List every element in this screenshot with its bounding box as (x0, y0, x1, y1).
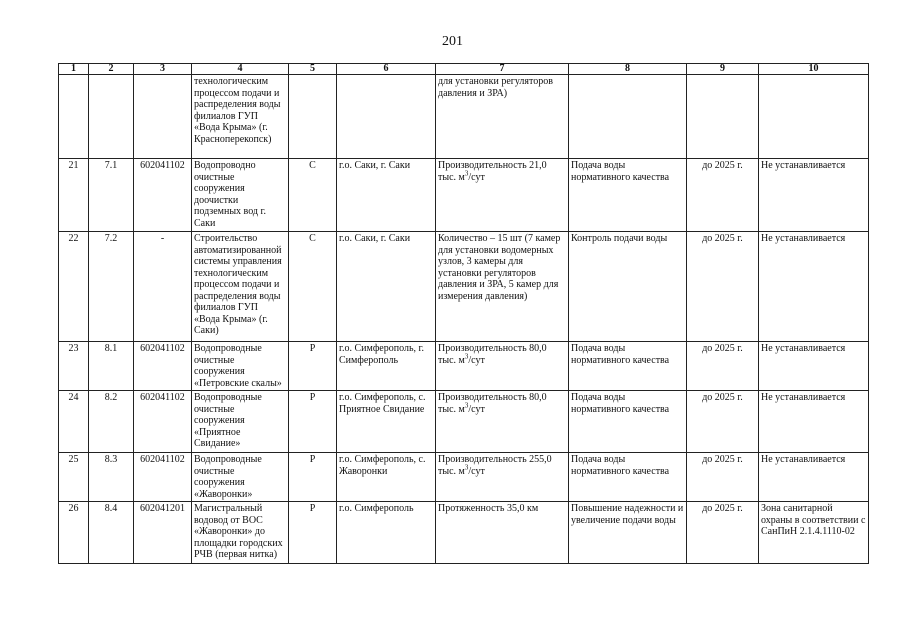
cell-type: Р (289, 342, 337, 391)
column-header: 2 (89, 64, 134, 75)
capacity-exponent: 3 (464, 463, 469, 472)
cell-characteristics (436, 391, 569, 453)
cell-code: 602041102 (134, 342, 192, 391)
capacity-text: Производительность 21,0 тыс. м (438, 160, 547, 183)
cell-deadline (687, 75, 759, 159)
cell-location: г.о. Саки, г. Саки (337, 232, 436, 342)
cell-index: 7.1 (89, 159, 134, 232)
table-row (59, 75, 869, 159)
capacity-unit: /сут (468, 354, 485, 366)
cell-location: г.о. Симферополь, г. Симферополь (337, 342, 436, 391)
cell-number: 24 (59, 391, 89, 453)
cell-zone: Зона санитарной охраны в соответствии с СанПиН 2.1.4.1110-02 (759, 502, 869, 564)
cell-location: г.о. Симферополь (337, 502, 436, 564)
cell-purpose (569, 75, 687, 159)
cell-location: г.о. Симферополь, с. Жаворонки (337, 453, 436, 502)
cell-zone: Не устанавливается (759, 342, 869, 391)
cell-characteristics (436, 342, 569, 391)
column-header: 8 (569, 64, 687, 75)
column-header: 4 (192, 64, 289, 75)
data-table (58, 63, 869, 564)
cell-location: г.о. Саки, г. Саки (337, 159, 436, 232)
column-header: 1 (59, 64, 89, 75)
cell-number: 22 (59, 232, 89, 342)
table-row (59, 391, 869, 453)
cell-object-name: Водопроводные очистные сооружения «Приятное Свидание» (192, 391, 289, 453)
capacity-exponent: 3 (464, 401, 469, 410)
cell-code (134, 75, 192, 159)
page-number: 201 (442, 34, 463, 49)
table-row (59, 453, 869, 502)
cell-code: 602041102 (134, 159, 192, 232)
cell-index (89, 75, 134, 159)
column-header: 6 (337, 64, 436, 75)
cell-number: 21 (59, 159, 89, 232)
cell-code: 602041201 (134, 502, 192, 564)
capacity-exponent: 3 (464, 352, 469, 361)
cell-object-name: Водопроводные очистные сооружения «Жаворонки» (192, 453, 289, 502)
header-row (59, 64, 869, 75)
cell-code: - (134, 232, 192, 342)
cell-purpose: Контроль подачи воды (569, 232, 687, 342)
column-header: 10 (759, 64, 869, 75)
table-row (59, 342, 869, 391)
cell-object-name: Водопроводные очистные сооружения «Петровские скалы» (192, 342, 289, 391)
cell-purpose: Повышение надежности и увеличение подачи воды (569, 502, 687, 564)
capacity-text: Производительность 80,0 тыс. м (438, 392, 547, 415)
cell-number: 23 (59, 342, 89, 391)
column-header: 3 (134, 64, 192, 75)
cell-number: 26 (59, 502, 89, 564)
cell-zone (759, 75, 869, 159)
cell-location: г.о. Симферополь, с. Приятное Свидание (337, 391, 436, 453)
cell-number: 25 (59, 453, 89, 502)
cell-index: 8.2 (89, 391, 134, 453)
cell-characteristics: Протяженность 35,0 км (436, 502, 569, 564)
cell-number (59, 75, 89, 159)
cell-deadline: до 2025 г. (687, 159, 759, 232)
cell-type: С (289, 159, 337, 232)
cell-deadline: до 2025 г. (687, 391, 759, 453)
cell-characteristics (436, 453, 569, 502)
cell-object-name: технологическим процессом подачи и распределения воды филиалов ГУП «Вода Крыма» (г. Красноперекопск) (192, 75, 289, 159)
cell-deadline: до 2025 г. (687, 232, 759, 342)
cell-type: Р (289, 453, 337, 502)
cell-deadline: до 2025 г. (687, 342, 759, 391)
cell-index: 8.1 (89, 342, 134, 391)
cell-deadline: до 2025 г. (687, 502, 759, 564)
cell-type: Р (289, 502, 337, 564)
cell-purpose: Подача воды нормативного качества (569, 342, 687, 391)
cell-type: С (289, 232, 337, 342)
cell-type: Р (289, 391, 337, 453)
cell-location (337, 75, 436, 159)
column-header: 5 (289, 64, 337, 75)
cell-deadline: до 2025 г. (687, 453, 759, 502)
capacity-unit: /сут (468, 171, 485, 183)
cell-object-name: Строительство автоматизированной системы управления технологическим процессом подачи и распределения воды филиалов ГУП «Вода Крыма» (г. Саки) (192, 232, 289, 342)
cell-index: 8.4 (89, 502, 134, 564)
capacity-unit: /сут (468, 403, 485, 415)
capacity-text: Производительность 255,0 тыс. м (438, 454, 552, 477)
column-header: 9 (687, 64, 759, 75)
cell-zone: Не устанавливается (759, 453, 869, 502)
cell-type (289, 75, 337, 159)
cell-purpose: Подача воды нормативного качества (569, 391, 687, 453)
cell-zone: Не устанавливается (759, 159, 869, 232)
capacity-text: Производительность 80,0 тыс. м (438, 343, 547, 366)
cell-characteristics: для установки регуляторов давления и ЗРА) (436, 75, 569, 159)
cell-zone: Не устанавливается (759, 232, 869, 342)
table-row (59, 502, 869, 564)
table-row (59, 159, 869, 232)
cell-zone: Не устанавливается (759, 391, 869, 453)
cell-characteristics: Количество – 15 шт (7 камер для установки водомерных узлов, 3 камеры для установки регуляторов давления и ЗРА, 5 камер для измерения давления) (436, 232, 569, 342)
cell-object-name: Магистральный водовод от ВОС «Жаворонки» до площадки городских РЧВ (первая нитка) (192, 502, 289, 564)
capacity-exponent: 3 (464, 169, 469, 178)
cell-purpose: Подача воды нормативного качества (569, 159, 687, 232)
cell-index: 7.2 (89, 232, 134, 342)
cell-purpose: Подача воды нормативного качества (569, 453, 687, 502)
cell-code: 602041102 (134, 453, 192, 502)
cell-index: 8.3 (89, 453, 134, 502)
table-row (59, 232, 869, 342)
column-header: 7 (436, 64, 569, 75)
cell-code: 602041102 (134, 391, 192, 453)
capacity-unit: /сут (468, 465, 485, 477)
cell-object-name: Водопроводно очистные сооружения доочистки подземных вод г. Саки (192, 159, 289, 232)
cell-characteristics (436, 159, 569, 232)
